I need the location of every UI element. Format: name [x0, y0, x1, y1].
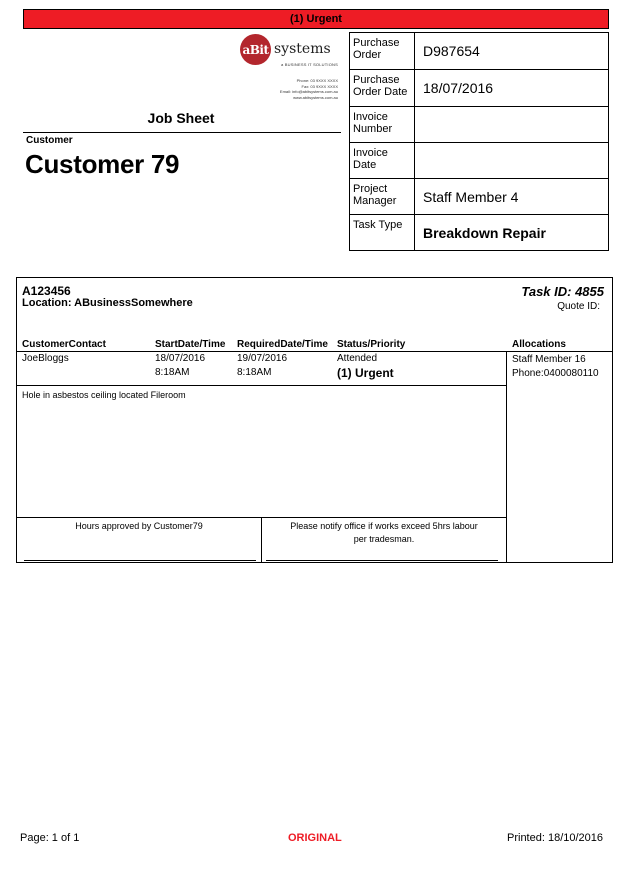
priority-text: (1) Urgent	[337, 366, 394, 380]
info-value: D987654	[414, 33, 608, 69]
info-row-invoice-number	[350, 107, 608, 143]
allocations-divider	[506, 352, 507, 562]
priority-banner-text: (1) Urgent	[290, 13, 342, 25]
allocation-name: Staff Member 16	[512, 354, 586, 365]
quote-id: Quote ID:	[557, 301, 600, 312]
logo-tagline: a BUSINESS IT SOLUTIONS	[281, 62, 338, 67]
info-row-purchase-order-date	[350, 70, 608, 107]
info-label: Invoice Date	[353, 147, 388, 171]
task-description: Hole in asbestos ceiling located Fileroom	[22, 390, 186, 400]
order-info-table	[349, 32, 609, 251]
status-text: Attended	[337, 353, 378, 364]
page-indicator: Page: 1 of 1	[20, 832, 80, 844]
notify-office-note	[262, 520, 506, 546]
required-date: 19/07/2016	[237, 353, 288, 364]
logo-address-line: Fax: 03 9XXX XXXX	[301, 83, 338, 89]
info-row-project-manager	[350, 179, 608, 215]
notify-line: per tradesman.	[353, 534, 415, 544]
info-value: Breakdown Repair	[414, 215, 608, 250]
task-number: A123456	[22, 284, 71, 298]
required-time: 8:18AM	[237, 367, 272, 378]
description-divider	[17, 385, 506, 386]
info-label: Purchase Order Date	[353, 74, 408, 98]
info-label: Purchase Order	[353, 37, 400, 61]
contact-name: JoeBloggs	[22, 353, 69, 364]
col-header-start: StartDate/Time	[155, 339, 226, 350]
hours-approved-label: Hours approved by Customer79	[75, 521, 203, 531]
col-header-allocations: Allocations	[512, 339, 566, 350]
document-title: Job Sheet	[147, 110, 215, 126]
logo-wordmark: systems	[274, 41, 331, 57]
col-header-contact: CustomerContact	[22, 339, 106, 350]
company-logo	[240, 34, 340, 106]
printed-date: Printed: 18/10/2016	[507, 832, 604, 844]
logo-mark: aBit	[240, 34, 271, 65]
info-value: Staff Member 4	[414, 179, 608, 214]
allocation-phone: Phone:0400080110	[512, 368, 599, 379]
customer-label: Customer	[26, 135, 73, 146]
info-row-invoice-date	[350, 143, 608, 179]
col-header-status: Status/Priority	[337, 339, 406, 350]
signature-line-customer	[24, 560, 256, 561]
start-date: 18/07/2016	[155, 353, 206, 364]
info-label: Task Type	[353, 219, 403, 231]
col-header-required: RequiredDate/Time	[237, 339, 328, 350]
title-divider	[23, 132, 341, 133]
info-value	[414, 107, 608, 142]
header-rule	[17, 351, 612, 352]
customer-name: Customer 79	[25, 149, 180, 179]
info-label: Invoice Number	[353, 111, 393, 135]
info-row-task-type	[350, 215, 608, 250]
info-value	[414, 143, 608, 178]
notify-line: Please notify office if works exceed 5hrs labour	[290, 521, 478, 531]
info-label: Project Manager	[353, 183, 397, 207]
logo-address-line: Email: info@abitsystems.com.au	[279, 89, 338, 94]
task-id: Task ID: 4855	[521, 284, 604, 299]
logo-address-line: www.abitsystems.com.au	[293, 94, 338, 100]
task-location: Location: ABusinessSomewhere	[22, 297, 193, 309]
logo-address	[240, 78, 338, 100]
signature-line-office	[266, 560, 498, 561]
logo-address-line: Phone: 03 9XXX XXXX	[296, 78, 338, 83]
original-stamp: ORIGINAL	[288, 832, 342, 844]
start-time: 8:18AM	[155, 367, 190, 378]
priority-banner	[23, 9, 609, 29]
info-value: 18/07/2016	[414, 70, 608, 106]
info-row-purchase-order	[350, 33, 608, 70]
